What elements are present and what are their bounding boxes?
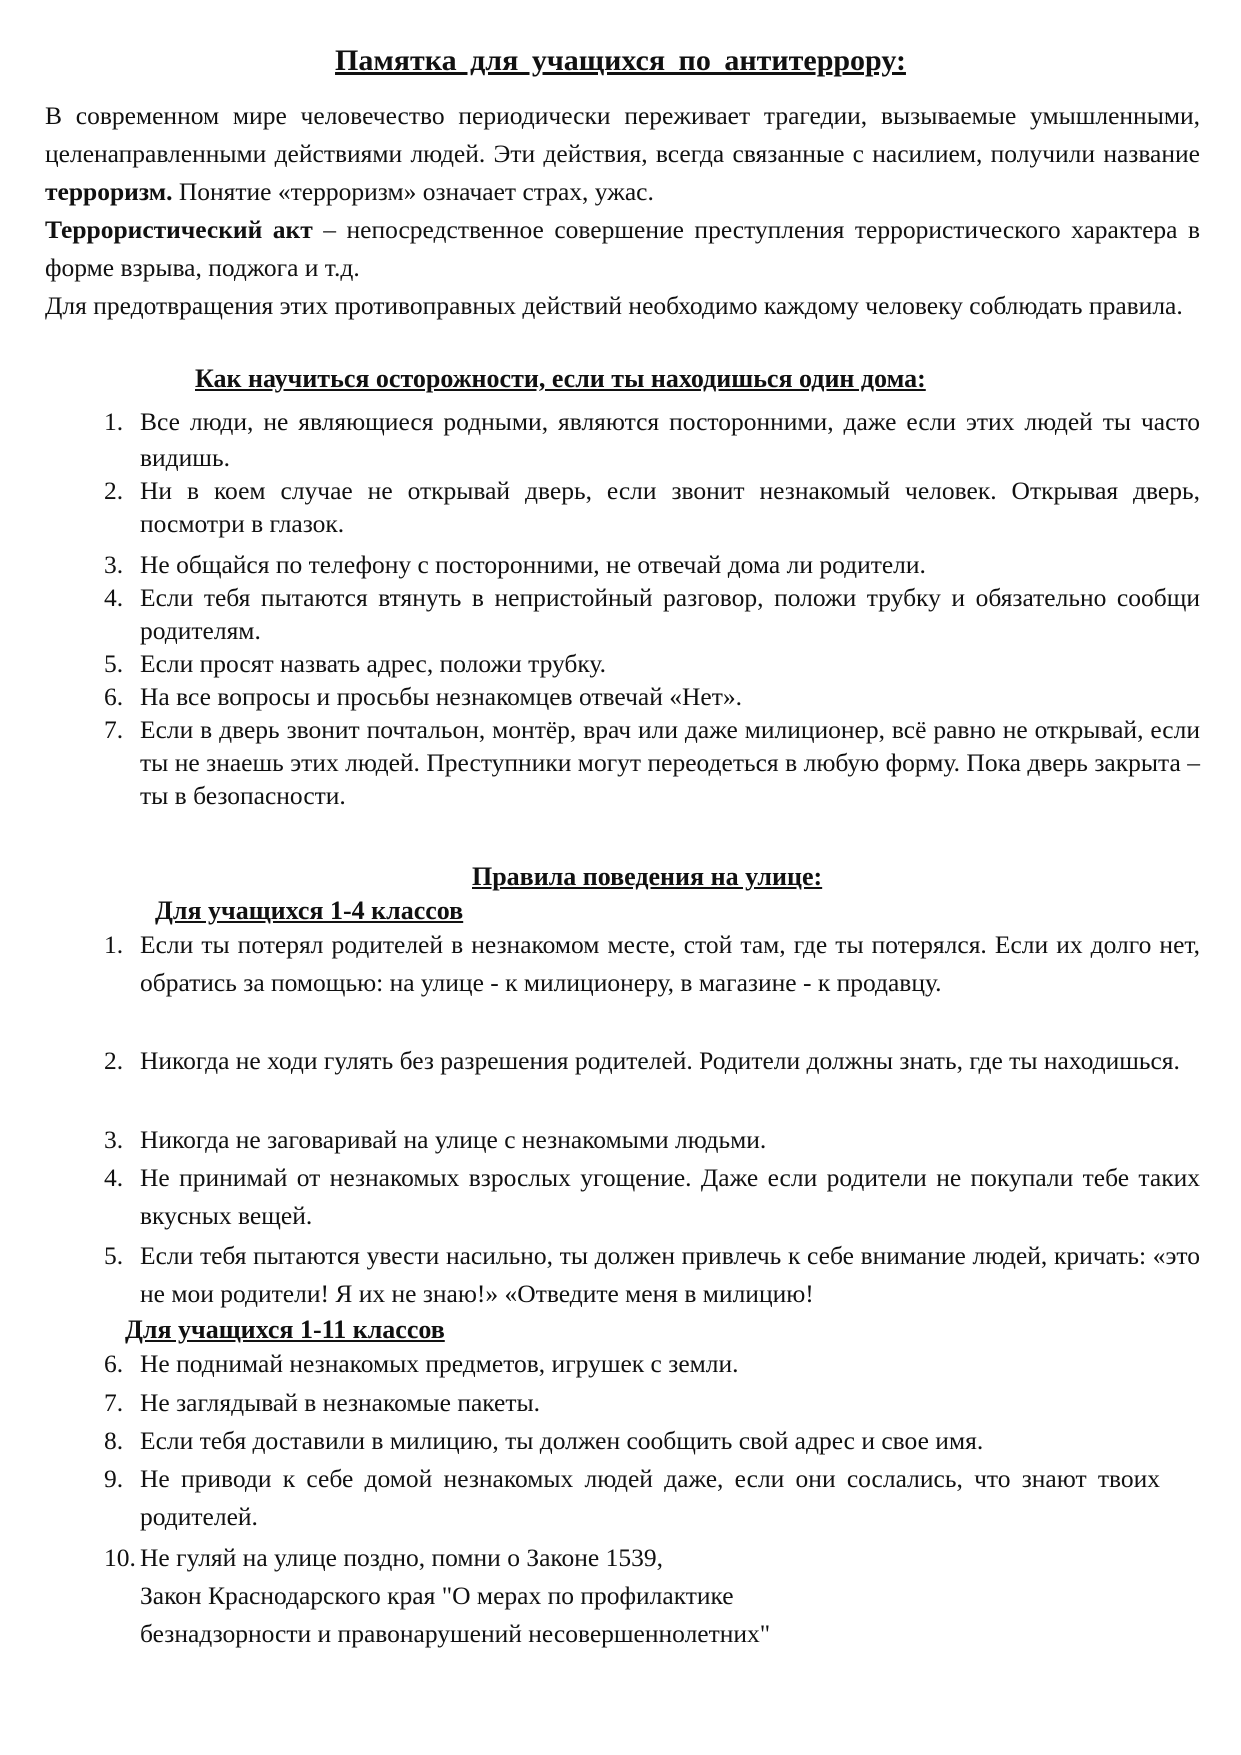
list-item-number: 7. (104, 715, 124, 744)
intro-term-act: Террористический акт (45, 215, 313, 244)
list-item-text: Если ты потерял родителей в незнакомом месте, стой там, где ты потерялся. Если их долго нет, обратись за помощью: на улице - к милиционеру, в магазине - к продавцу. (140, 930, 1200, 997)
list-item-text-line-2: Закон Краснодарского края "О мерах по профилактике (140, 1581, 734, 1610)
list-item-text-line-3: безнадзорности и правонарушений несовершеннолетних" (140, 1619, 771, 1648)
list-item-text: Никогда не заговаривай на улице с незнакомыми людьми. (140, 1125, 767, 1154)
list-item-text-line-1: Не гуляй на улице поздно, помни о Законе 1539, (140, 1543, 663, 1572)
list-item-text: Если тебя доставили в милицию, ты должен сообщить свой адрес и свое имя. (140, 1426, 984, 1455)
page-title: Памятка для учащихся по антитеррору: (335, 44, 906, 77)
list-item-number: 2. (104, 476, 124, 505)
section-street-heading: Правила поведения на улице: (472, 862, 823, 891)
intro-text-2: – непосредственное совершение преступления террористического характера в форме взрыва, поджога и т.д. (45, 215, 1200, 282)
list-item-number: 2. (104, 1046, 124, 1075)
section-home-heading: Как научиться осторожности, если ты находишься один дома: (195, 364, 926, 393)
intro-paragraph-1 (45, 97, 1200, 211)
list-item-number: 4. (104, 583, 124, 612)
intro-paragraph-3: Для предотвращения этих противоправных действий необходимо каждому человеку соблюдать правила. (45, 291, 1183, 320)
list-item-number: 10. (104, 1543, 136, 1572)
list-item-number: 3. (104, 550, 124, 579)
list-item-number: 3. (104, 1125, 124, 1154)
list-item-text: Не заглядывай в незнакомые пакеты. (140, 1388, 541, 1417)
list-item-text: Все люди, не являющиеся родными, являются посторонними, даже если этих людей ты часто видишь. (140, 407, 1200, 472)
list-item-number: 9. (104, 1464, 124, 1493)
list-item-number: 5. (104, 1241, 124, 1270)
list-item-text: Если тебя пытаются увести насильно, ты должен привлечь к себе внимание людей, кричать: «это не мои родители! Я их не знаю!» «Отведите меня в милицию! (140, 1241, 1200, 1308)
list-item-text: Не общайся по телефону с посторонними, не отвечай дома ли родители. (140, 550, 926, 579)
subheading-grades-1-11: Для учащихся 1-11 классов (125, 1315, 445, 1344)
list-item-number: 1. (104, 930, 124, 959)
intro-term-terrorism: терроризм. (45, 177, 173, 206)
list-item-text: Если в дверь звонит почтальон, монтёр, врач или даже милиционер, всё равно не открывай, если ты не знаешь этих людей. Преступники могут переодеться в любую форму. Пока дверь закрыта – ты в безопасности. (140, 715, 1200, 810)
subheading-grades-1-4: Для учащихся 1-4 классов (155, 896, 464, 925)
list-item-text: Не принимай от незнакомых взрослых угощение. Даже если родители не покупали тебе таких вкусных вещей. (140, 1163, 1200, 1230)
list-item-number: 7. (104, 1388, 124, 1417)
list-item-text: Не поднимай незнакомых предметов, игрушек с земли. (140, 1349, 739, 1378)
list-item-number: 8. (104, 1426, 124, 1455)
intro-paragraph-2 (45, 211, 1200, 287)
list-item-number: 4. (104, 1163, 124, 1192)
list-item-number: 6. (104, 682, 124, 711)
list-item-number: 6. (104, 1349, 124, 1378)
list-item-text: Никогда не ходи гулять без разрешения родителей. Родители должны знать, где ты находишься. (140, 1046, 1180, 1075)
list-item-text: На все вопросы и просьбы незнакомцев отвечай «Нет». (140, 682, 743, 711)
list-item-text: Не приводи к себе домой незнакомых людей даже, если они сослались, что знают твоих родителей. (140, 1464, 1160, 1531)
list-item-number: 1. (104, 407, 124, 436)
intro-text-1a: В современном мире человечество периодически переживает трагедии, вызываемые умышленными, целенаправленными действиями людей. Эти действия, всегда связанные с насилием, получили название (45, 101, 1200, 168)
list-item-text: Ни в коем случае не открывай дверь, если звонит незнакомый человек. Открывая дверь, посмотри в глазок. (140, 476, 1200, 538)
list-item-text: Если тебя пытаются втянуть в непристойный разговор, положи трубку и обязательно сообщи родителям. (140, 583, 1200, 645)
list-item-text: Если просят назвать адрес, положи трубку. (140, 649, 606, 678)
list-item-number: 5. (104, 649, 124, 678)
intro-text-1b: Понятие «терроризм» означает страх, ужас. (172, 177, 654, 206)
